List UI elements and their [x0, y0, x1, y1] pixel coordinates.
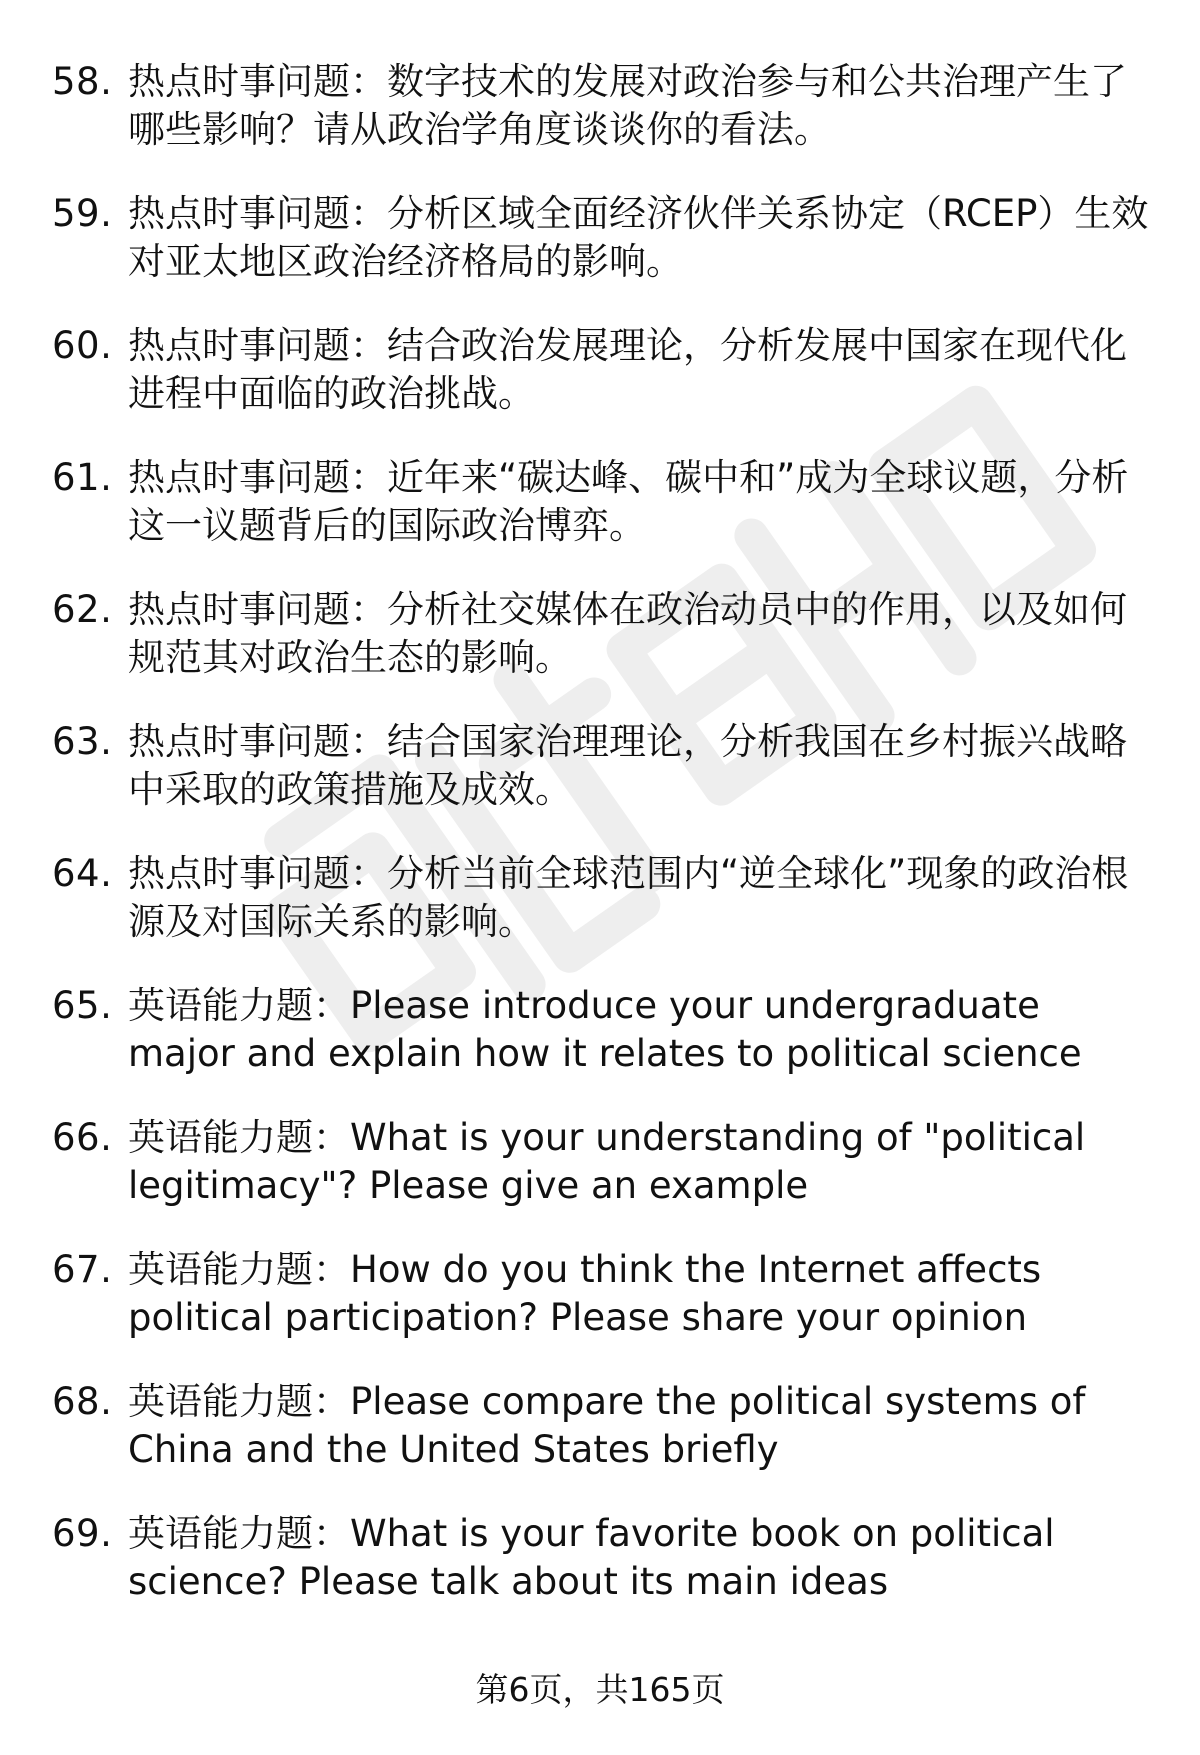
question-text: 热点时事问题：结合政治发展理论，分析发展中国家在现代化进程中面临的政治挑战。 — [128, 324, 1127, 415]
question-item — [0, 1510, 1200, 1642]
question-item — [0, 454, 1200, 586]
question-text: 热点时事问题：分析社交媒体在政治动员中的作用，以及如何规范其对政治生态的影响。 — [128, 588, 1127, 679]
question-number: 69. — [52, 1512, 113, 1555]
question-number: 60. — [52, 324, 113, 367]
question-item — [0, 718, 1200, 850]
page-footer — [0, 1668, 1200, 1712]
question-number: 62. — [52, 588, 113, 631]
page-number-label: 第6页，共165页 — [475, 1670, 725, 1709]
question-number: 58. — [52, 60, 113, 103]
question-item — [0, 58, 1200, 190]
question-number: 59. — [52, 192, 113, 235]
question-text: 热点时事问题：数字技术的发展对政治参与和公共治理产生了哪些影响？请从政治学角度谈谈你的看法。 — [128, 60, 1127, 151]
question-number: 68. — [52, 1380, 113, 1423]
question-text: 热点时事问题：分析当前全球范围内“逆全球化”现象的政治根源及对国际关系的影响。 — [128, 852, 1129, 943]
question-number: 64. — [52, 852, 113, 895]
question-text: 热点时事问题：近年来“碳达峰、碳中和”成为全球议题，分析这一议题背后的国际政治博弈。 — [128, 456, 1129, 547]
question-item — [0, 850, 1200, 982]
question-number: 66. — [52, 1116, 113, 1159]
question-number: 65. — [52, 984, 113, 1027]
question-item — [0, 190, 1200, 322]
question-text: 英语能力题：Please compare the political systems of China and the United States briefly — [128, 1380, 1086, 1471]
question-item — [0, 982, 1200, 1114]
question-item — [0, 1114, 1200, 1246]
question-number: 63. — [52, 720, 113, 763]
question-text: 英语能力题：What is your understanding of "political legitimacy"? Please give an example — [128, 1116, 1086, 1207]
question-text: 英语能力题：Please introduce your undergraduate major and explain how it relates to political science — [128, 984, 1082, 1075]
question-item — [0, 586, 1200, 718]
question-item — [0, 1246, 1200, 1378]
question-item — [0, 322, 1200, 454]
question-item — [0, 1378, 1200, 1510]
question-text: 英语能力题：What is your favorite book on political science? Please talk about its main ideas — [128, 1512, 1055, 1603]
question-text: 热点时事问题：结合国家治理理论，分析我国在乡村振兴战略中采取的政策措施及成效。 — [128, 720, 1127, 811]
question-text: 英语能力题：How do you think the Internet affects political participation? Please share your opinion — [128, 1248, 1042, 1339]
question-list — [0, 58, 1200, 1642]
question-number: 61. — [52, 456, 113, 499]
question-number: 67. — [52, 1248, 113, 1291]
question-text: 热点时事问题：分析区域全面经济伙伴关系协定（RCEP）生效对亚太地区政治经济格局的影响。 — [128, 192, 1149, 283]
